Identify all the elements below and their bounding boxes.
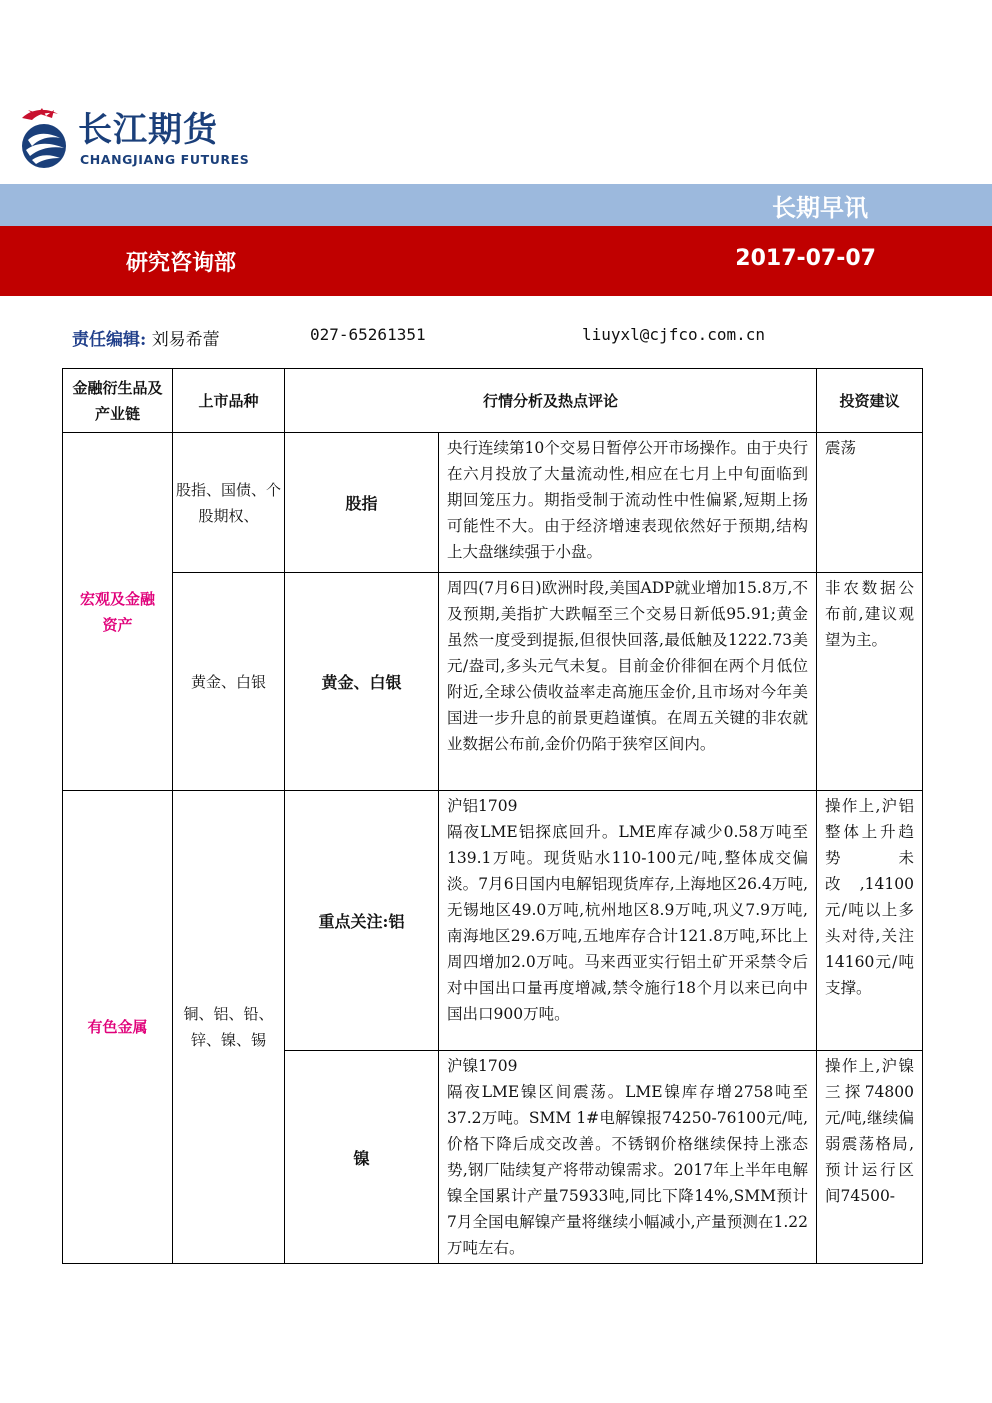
changjiang-logo-icon (18, 106, 74, 170)
header-red-band (0, 226, 992, 296)
editor-name: 刘易希蕾 (151, 330, 220, 350)
table-row (63, 573, 923, 791)
advice-stock-index: 震荡 (817, 433, 923, 573)
editor-phone: 027-65261351 (310, 325, 426, 344)
products-cell: 黄金、白银 (173, 573, 285, 791)
category-macro-finance: 宏观及金融资产 (63, 433, 173, 791)
brand-logo (18, 106, 258, 172)
analysis-stock-index (439, 433, 817, 573)
analysis-text: 央行连续第10个交易日暂停公开市场操作。由于央行在六月投放了大量流动性,相应在七月上中旬面临到期回笼压力。期指受制于流动性中性偏紧,短期上扬可能性不大。由于经济增速表现依然好于预期,结构上大盘继续强于小盘。 (447, 439, 808, 561)
advice-aluminum: 操作上,沪铝整体上升趋势未改,14100元/吨以上多头对待,关注14160元/吨支撑。 (817, 791, 923, 1051)
variety-gold-silver: 黄金、白银 (285, 573, 439, 791)
report-date: 2017-07-07 (735, 246, 876, 271)
table-header-row (63, 369, 923, 433)
editor-email[interactable]: liuyxl@cjfco.com.cn (582, 325, 766, 344)
header-analysis: 行情分析及热点评论 (285, 369, 817, 433)
advice-gold-silver: 非农数据公布前,建议观望为主。 (817, 573, 923, 791)
table-row (63, 791, 923, 1051)
report-title: 长期早讯 (772, 194, 868, 222)
analysis-contract: 沪铝1709 (447, 797, 518, 815)
brand-name-cn: 长江期货 (78, 110, 218, 150)
analysis-aluminum (439, 791, 817, 1051)
analysis-gold-silver (439, 573, 817, 791)
analysis-contract: 沪镍1709 (447, 1057, 518, 1075)
header-category: 金融衍生品及产业链 (63, 369, 173, 433)
advice-nickel: 操作上,沪镍三探74800元/吨,继续偏弱震荡格局,预计运行区间74500- (817, 1051, 923, 1264)
category-nonferrous: 有色金属 (63, 791, 173, 1264)
products-cell: 股指、国债、个股期权、 (173, 433, 285, 573)
products-cell: 铜、铝、铅、锌、镍、锡 (173, 791, 285, 1264)
commentary-table (62, 368, 923, 1264)
editor-label: 责任编辑: (72, 330, 147, 350)
header-advice: 投资建议 (817, 369, 923, 433)
header-blue-band (0, 184, 992, 226)
brand-name-en: CHANGJIANG FUTURES (80, 152, 250, 167)
variety-aluminum: 重点关注:铝 (285, 791, 439, 1051)
table-row (63, 433, 923, 573)
editor-line (72, 325, 766, 350)
analysis-text: 隔夜LME镍区间震荡。LME镍库存增2758吨至37.2万吨。SMM 1#电解镍报74250-76100元/吨,价格下降后成交改善。不锈钢价格继续保持上涨态势,钢厂陆续复产将带动镍需求。2017年上半年电解镍全国累计产量75933吨,同比下降14%,SMM预计7月全国电解镍产量将继续小幅减小,产量预测在1.22万吨左右。 (447, 1083, 808, 1257)
analysis-nickel (439, 1051, 817, 1264)
analysis-text: 隔夜LME铝探底回升。LME库存减少0.58万吨至139.1万吨。现货贴水110-100元/吨,整体成交偏淡。7月6日国内电解铝现货库存,上海地区26.4万吨,无锡地区49.0万吨,杭州地区8.9万吨,巩义7.9万吨,南海地区29.6万吨,五地库存合计121.8万吨,环比上周四增加2.0万吨。马来西亚实行铝土矿开采禁令后对中国出口量再度增减,禁令施行18个月以来已向中国出口900万吨。 (447, 823, 808, 1023)
header-products: 上市品种 (173, 369, 285, 433)
analysis-text: 周四(7月6日)欧洲时段,美国ADP就业增加15.8万,不及预期,美指扩大跌幅至三个交易日新低95.91;黄金虽然一度受到提振,但很快回落,最低触及1222.73美元/盎司,多头元气未复。目前金价徘徊在两个月低位附近,全球公债收益率走高施压金价,且市场对今年美国进一步升息的前景更趋谨慎。在周五关键的非农就业数据公布前,金价仍陷于狭窄区间内。 (447, 579, 808, 753)
department-name: 研究咨询部 (126, 251, 237, 276)
variety-stock-index: 股指 (285, 433, 439, 573)
variety-nickel: 镍 (285, 1051, 439, 1264)
